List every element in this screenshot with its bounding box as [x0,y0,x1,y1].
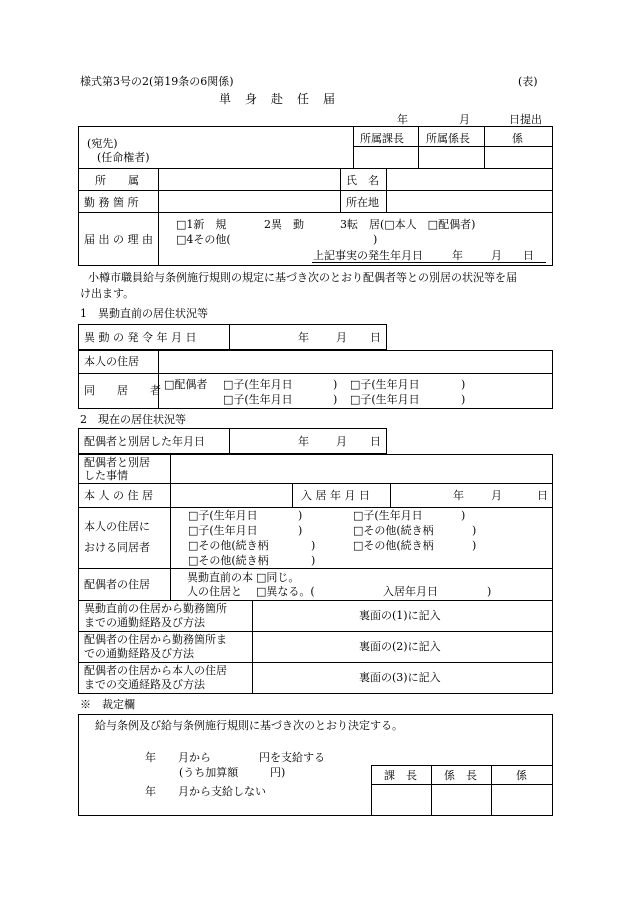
separation-reason-field[interactable] [171,455,552,482]
child-checkbox[interactable]: □子(生年月日 [188,509,258,522]
separation-day: 日 [370,435,381,448]
spouse-residence-label: 配偶者の住居 [84,578,150,591]
commute-route-2-value: 裏面の(2)に記入 [359,640,441,653]
approval-subsection-chief: 所属係長 [426,132,470,145]
other-close: ) [311,539,316,552]
stop-label: 月から支給しない [178,785,266,798]
location-field[interactable] [387,191,552,211]
fact-year: 年 [452,249,463,262]
reason-relocation[interactable]: 3転 居(□本人 □配偶者) [340,218,476,231]
decision-stamp-subsection-chief[interactable] [432,785,490,815]
affiliation-label: 所 属 [95,174,139,187]
child-checkbox[interactable]: □子(生年月日 [350,378,420,391]
intro-text: 小樽市職員給与条例施行規則の規定に基づき次のとおり配偶者等との別居の状況等を届 [88,271,517,284]
fact-day: 日 [523,249,534,262]
workplace-field[interactable] [159,191,339,211]
reason-new-checkbox[interactable]: □1新 規 [176,218,227,231]
travel-route-label: 配偶者の住居から本人の住居 [84,664,227,677]
travel-route-value: 裏面の(3)に記入 [359,671,441,684]
fact-date-label: 上記事実の発生年月日 [313,249,423,262]
reason-other-close: ) [373,233,378,246]
other-checkbox[interactable]: □その他(続き柄 [353,524,434,537]
child-checkbox[interactable]: □子(生年月日 [350,393,420,406]
travel-route-label-cont: までの交通経路及び方法 [84,678,205,691]
decision-section-chief: 課 長 [384,769,417,782]
commute-route-2-label: 配偶者の住居から勤務箇所ま [84,633,227,646]
transfer-month: 月 [336,331,347,344]
spouse-move-in-close: ) [487,585,492,598]
pay-year: 年 [145,751,156,764]
approval-section-chief: 所属課長 [360,132,404,145]
previous-residence-field[interactable] [159,351,552,372]
page-side: (表) [518,75,538,88]
residence-label: 本人の住居 [84,355,139,368]
separation-reason-label-cont: した事情 [84,469,128,482]
cohabitants-label: 同 居 者 [84,384,161,397]
spouse-move-in-label: 入居年月日 [383,585,438,598]
stop-year: 年 [145,785,156,798]
current-residence-field[interactable] [171,484,291,506]
addition-label: (うち加算額 [179,766,239,779]
form-id: 様式第3号の2(第19条の6関係) [80,75,234,88]
reason-other-checkbox[interactable]: □4その他( [176,233,231,246]
child-close: ) [333,378,338,391]
stamp-subsection-chief[interactable] [419,147,483,167]
other-close: ) [472,524,477,537]
decision-stamp-section-chief[interactable] [372,785,430,815]
different-residence-checkbox[interactable]: □異なる。( [256,585,315,598]
child-close: ) [298,524,303,537]
pay-amount-label: 円を支給する [259,751,325,764]
child-close: ) [298,509,303,522]
commute-route-1-label: 異動直前の住居から勤務箇所 [84,602,227,615]
submit-month: 月 [459,113,470,126]
addressee-label: (宛先) [87,137,118,150]
name-label: 氏 名 [346,174,379,187]
reason-transfer[interactable]: 2異 動 [264,218,304,231]
submit-year: 年 [397,113,408,126]
section1-heading: 1 異動直前の居住状況等 [80,307,208,320]
other-close: ) [311,554,316,567]
separation-month: 月 [336,435,347,448]
decision-heading: ※ 裁定欄 [80,698,135,711]
other-close: ) [472,539,477,552]
approval-staff: 係 [512,132,523,145]
transfer-date-label: 異 動 の 発 令 年 月 日 [84,331,197,344]
intro-text-cont: け出ます。 [80,287,135,300]
spouse-checkbox[interactable]: □配偶者 [164,378,208,391]
transfer-year: 年 [298,331,309,344]
child-close: ) [461,393,466,406]
child-checkbox[interactable]: □子(生年月日 [353,509,423,522]
separation-reason-label: 配偶者と別居 [84,456,150,469]
submit-day: 日提出 [509,113,542,126]
move-in-day: 日 [537,489,548,502]
other-checkbox[interactable]: □その他(続き柄 [353,539,434,552]
pay-month-from: 月から [178,751,211,764]
child-close: ) [333,393,338,406]
commute-route-1-value: 裏面の(1)に記入 [359,609,441,622]
separation-year: 年 [298,435,309,448]
addition-close: 円) [270,766,286,779]
section2-heading: 2 現在の居住状況等 [80,413,186,426]
location-label: 所在地 [346,196,379,209]
same-residence-checkbox[interactable]: □同じ。 [256,571,300,584]
decision-text: 給与条例及び給与条例施行規則に基づき次のとおり決定する。 [95,719,403,732]
current-residence-label: 本 人 の 住 居 [84,489,153,502]
decision-stamp-staff[interactable] [492,785,552,815]
other-checkbox[interactable]: □その他(続き柄 [188,539,269,552]
child-checkbox[interactable]: □子(生年月日 [188,524,258,537]
spouse-residence-prefix: 異動直前の本 [187,571,253,584]
child-checkbox[interactable]: □子(生年月日 [223,378,293,391]
move-in-year: 年 [453,489,464,502]
workplace-label: 勤 務 箇 所 [84,196,139,209]
page-title: 単 身 赴 任 届 [219,92,337,106]
other-checkbox[interactable]: □その他(続き柄 [188,554,269,567]
child-close: ) [461,378,466,391]
decision-subsection-chief: 係 長 [444,769,477,782]
decision-staff: 係 [516,769,527,782]
move-in-month: 月 [491,489,502,502]
affiliation-field[interactable] [159,169,339,189]
name-field[interactable] [387,169,552,189]
stamp-section-chief[interactable] [354,147,417,167]
transfer-day: 日 [370,331,381,344]
commute-route-1-label-cont: までの通勤経路及び方法 [84,616,205,629]
current-cohabitants-label-cont: おける同居者 [84,541,150,554]
move-in-date-label: 入 居 年 月 日 [301,489,370,502]
appointer-label: (任命権者) [97,151,150,164]
commute-route-2-label-cont: での通勤経路及び方法 [84,647,194,660]
spouse-residence-prefix-cont: 人の住居と [187,585,242,598]
child-checkbox[interactable]: □子(生年月日 [223,393,293,406]
separation-date-label: 配偶者と別居した年月日 [84,435,205,448]
reason-label: 届 出 の 理 由 [84,233,153,246]
current-cohabitants-label: 本人の住居に [84,520,150,533]
child-close: ) [461,509,466,522]
stamp-staff[interactable] [485,147,552,167]
fact-month: 月 [491,249,502,262]
